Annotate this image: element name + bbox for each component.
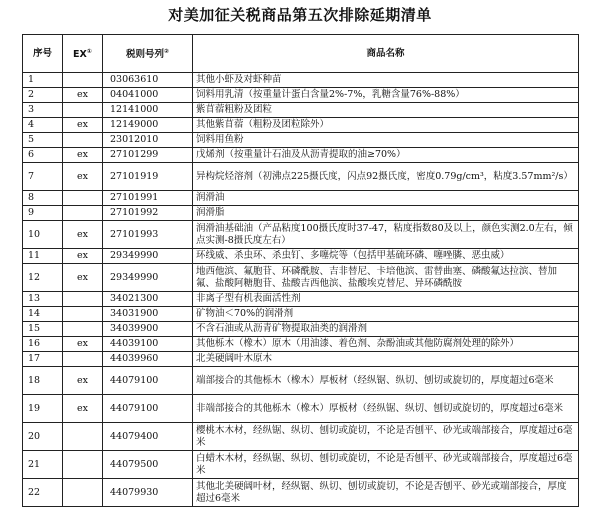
table-row [23,451,579,479]
row-ex: ex [63,337,103,352]
row-name: 白蜡木木材，经纵锯、纵切、刨切或旋切，不论是否刨平、砂光或端部接合，厚度超过6毫米 [193,451,579,479]
table-row [23,395,579,423]
header-name: 商品名称 [193,35,579,73]
page-title: 对美加征关税商品第五次排除延期清单 [168,6,432,24]
table-row [23,307,579,322]
row-code: 27101993 [103,221,193,249]
row-ex: ex [63,163,103,191]
row-ex: ex [63,221,103,249]
row-name: 润滑脂 [193,206,579,221]
table-row [23,88,579,103]
row-ex [63,307,103,322]
row-ex [63,451,103,479]
row-name: 不含石油或从沥青矿物提取油类的润滑剂 [193,322,579,337]
row-seq: 21 [23,451,63,479]
row-seq: 13 [23,292,63,307]
row-seq: 22 [23,479,63,507]
row-seq: 1 [23,73,63,88]
row-seq: 8 [23,191,63,206]
row-seq: 9 [23,206,63,221]
row-name: 润滑油 [193,191,579,206]
row-code: 04041000 [103,88,193,103]
table-row [23,249,579,264]
row-code: 44079930 [103,479,193,507]
row-ex [63,191,103,206]
table-row [23,322,579,337]
row-name: 樱桃木木材，经纵锯、纵切、刨切或旋切，不论是否刨平、砂光或端部接合，厚度超过6毫米 [193,423,579,451]
row-name: 其他栎木（橡木）原木（用油漆、着色剂、杂酚油或其他防腐剂处理的除外） [193,337,579,352]
row-seq: 4 [23,118,63,133]
row-code: 44079500 [103,451,193,479]
row-code: 34031900 [103,307,193,322]
table-row [23,118,579,133]
row-ex [63,206,103,221]
row-seq: 14 [23,307,63,322]
row-seq: 20 [23,423,63,451]
row-seq: 19 [23,395,63,423]
row-seq: 6 [23,148,63,163]
table-row [23,337,579,352]
table-row [23,367,579,395]
row-seq: 7 [23,163,63,191]
row-code: 34021300 [103,292,193,307]
table-row [23,423,579,451]
row-seq: 10 [23,221,63,249]
row-name: 非离子型有机表面活性剂 [193,292,579,307]
row-code: 12141000 [103,103,193,118]
row-ex: ex [63,148,103,163]
table-row [23,221,579,249]
row-ex [63,133,103,148]
row-seq: 3 [23,103,63,118]
row-ex [63,73,103,88]
row-code: 23012010 [103,133,193,148]
row-ex: ex [63,367,103,395]
header-ex: EX① [63,35,103,73]
row-seq: 5 [23,133,63,148]
row-code: 12149000 [103,118,193,133]
row-ex: ex [63,264,103,292]
table-row [23,264,579,292]
row-seq: 16 [23,337,63,352]
row-name: 润滑油基础油（产品粘度100摄氏度时37-47，粘度指数80及以上，颜色实测2.0左右，倾点实测-8摄氏度左右） [193,221,579,249]
table-header-row [23,35,579,73]
row-code: 44079100 [103,395,193,423]
table-row [23,133,579,148]
table-row [23,352,579,367]
row-code: 27101991 [103,191,193,206]
row-ex: ex [63,88,103,103]
row-name: 异构烷烃溶剂（初沸点225摄氏度，闪点92摄氏度，密度0.79g/cm³，粘度3.57mm²/s） [193,163,579,191]
row-code: 03063610 [103,73,193,88]
row-name: 矿物油＜70%的润滑剂 [193,307,579,322]
table-row [23,103,579,118]
row-name: 端部接合的其他栎木（橡木）厚板材（经纵锯、纵切、刨切或旋切的，厚度超过6毫米 [193,367,579,395]
table-row [23,292,579,307]
row-name: 紫苜蓿粗粉及团粒 [193,103,579,118]
row-seq: 17 [23,352,63,367]
row-name: 其他紫苜蓿（粗粉及团粒除外） [193,118,579,133]
header-seq: 序号 [23,35,63,73]
table-row [23,73,579,88]
row-name: 饲料用乳清（按重量计蛋白含量2%-7%，乳糖含量76%-88%） [193,88,579,103]
row-ex [63,292,103,307]
row-ex: ex [63,395,103,423]
row-code: 29349990 [103,264,193,292]
header-code: 税则号列② [103,35,193,73]
row-code: 27101299 [103,148,193,163]
table-row [23,206,579,221]
row-name: 戊烯剂（按重量计石油及从沥青提取的油≥70%） [193,148,579,163]
table-row [23,148,579,163]
table-row [23,191,579,206]
exclusion-table [22,34,579,507]
row-name: 地西他滨、氟胞苷、环磷酰胺、吉非替尼、卡培他滨、雷替曲塞、磷酸氟达拉滨、替加氟、盐酸阿糖胞苷、盐酸吉西他滨、盐酸埃克替尼、异环磷酰胺 [193,264,579,292]
row-code: 27101919 [103,163,193,191]
row-ex [63,423,103,451]
row-code: 34039900 [103,322,193,337]
row-code: 44079100 [103,367,193,395]
table-row [23,479,579,507]
row-code: 27101992 [103,206,193,221]
row-code: 44079400 [103,423,193,451]
row-seq: 15 [23,322,63,337]
row-code: 44039100 [103,337,193,352]
row-seq: 12 [23,264,63,292]
row-seq: 2 [23,88,63,103]
row-code: 44039960 [103,352,193,367]
row-name: 非端部接合的其他栎木（橡木）厚板材（经纵锯、纵切、刨切或旋切的，厚度超过6毫米 [193,395,579,423]
row-name: 饲料用鱼粉 [193,133,579,148]
row-ex [63,479,103,507]
row-ex [63,103,103,118]
row-name: 环线威、杀虫环、杀虫钉、多噻烷等（包括甲基硫环磷、噻唑膦、恶虫威） [193,249,579,264]
row-ex: ex [63,249,103,264]
row-ex [63,352,103,367]
row-code: 29349990 [103,249,193,264]
row-seq: 18 [23,367,63,395]
table-row [23,163,579,191]
row-ex [63,322,103,337]
row-seq: 11 [23,249,63,264]
row-name: 其他北美硬阔叶材，经纵锯、纵切、刨切或旋切，不论是否刨平、砂光或端部接合，厚度超过6毫米 [193,479,579,507]
row-name: 北美硬阔叶木原木 [193,352,579,367]
row-name: 其他小虾及对虾种苗 [193,73,579,88]
row-ex: ex [63,118,103,133]
